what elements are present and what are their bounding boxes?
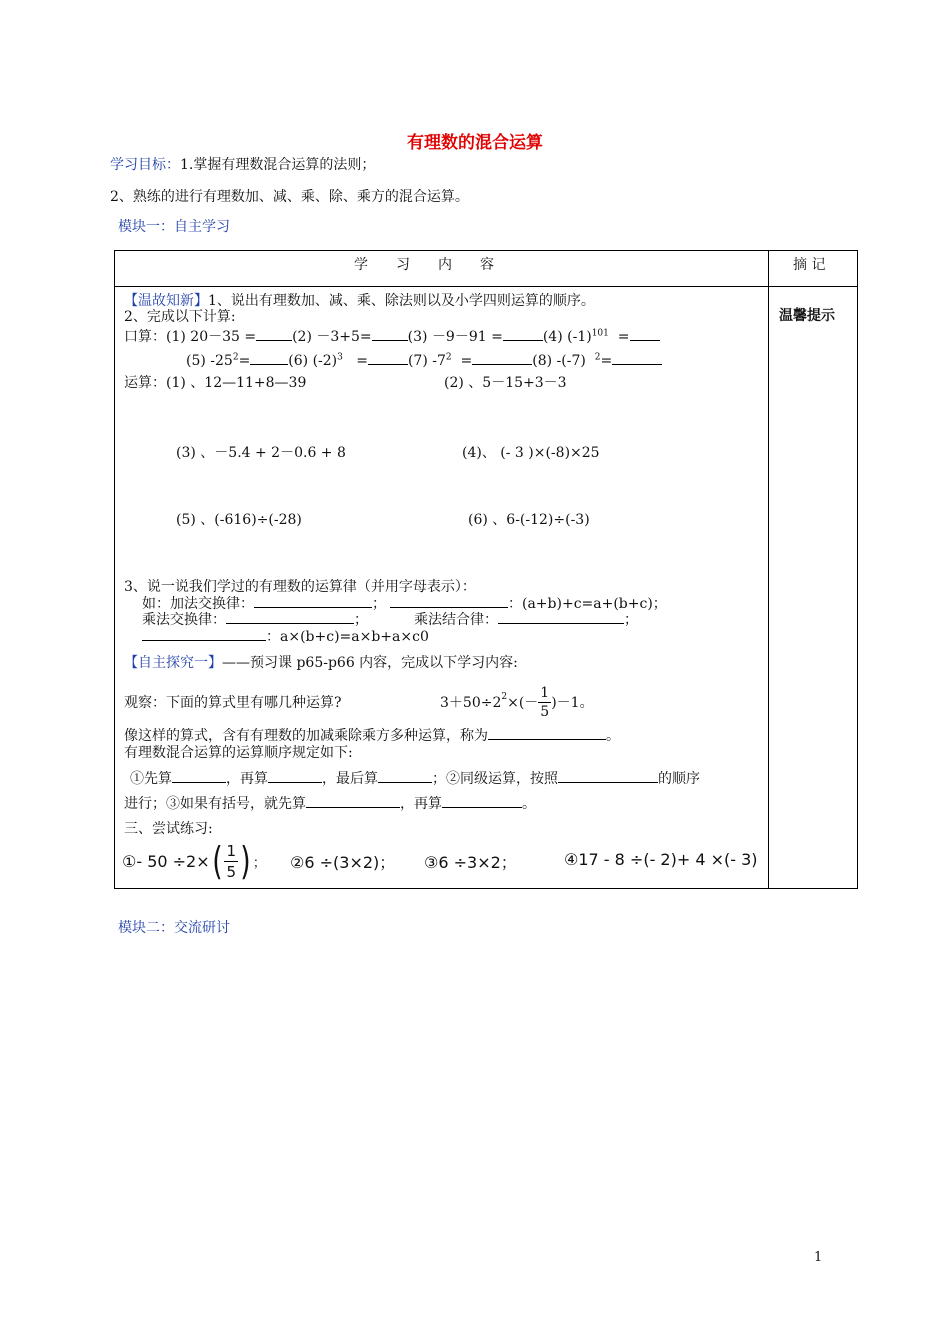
- answer-blank[interactable]: [268, 768, 322, 783]
- observe-expression: [440, 680, 594, 724]
- rule-then: ，再算: [226, 771, 268, 787]
- calc-6: (6) 、6-(-12)÷(-3): [468, 512, 590, 528]
- answer-blank[interactable]: [368, 350, 408, 365]
- calc-2: (2) 、5－15+3－3: [444, 375, 567, 391]
- expr-fraction: [538, 684, 551, 721]
- exercise-3: ③6 ÷3×2；: [424, 853, 517, 872]
- calc-label: 运算：: [124, 375, 166, 391]
- review-q2: 2、完成以下计算:: [124, 309, 236, 325]
- calc-4: (4)、 (- 3 )×(-8)×25: [462, 445, 600, 461]
- oral-8: (8) -(-7): [532, 353, 586, 369]
- law-row-1: 如：加法交换律： ； ：(a+b)+c=a+(b+c)；: [142, 593, 667, 613]
- explore-intro: [124, 652, 518, 672]
- order-title: 有理数混合运算的运算顺序规定如下:: [124, 745, 353, 761]
- oral-1: (1) 20－35 =: [166, 329, 257, 345]
- exercise-1-head: ①- 50 ÷2×: [122, 851, 210, 871]
- answer-blank[interactable]: [630, 326, 660, 341]
- explore-intro-text: ——预习课 p65-p66 内容，完成以下学习内容:: [222, 655, 518, 671]
- objective-1: 1.掌握有理数混合运算的法则；: [180, 157, 376, 173]
- exercise-1-end: ；: [252, 855, 266, 871]
- rule-parentheses: 进行；③如果有括号，就先算: [124, 796, 306, 812]
- try-title: 三、尝试练习:: [124, 821, 213, 837]
- explore-tag: 【自主探究一】: [124, 655, 222, 671]
- exercise-2: ②6 ÷(3×2)；: [290, 853, 396, 872]
- module-1-heading: 模块一：自主学习: [118, 219, 230, 235]
- left-paren: (: [211, 839, 223, 883]
- answer-blank[interactable]: [498, 609, 624, 624]
- law-add-assoc: (a+b)+c=a+(b+c)；: [522, 596, 667, 612]
- oral-8-equals: =: [600, 353, 613, 369]
- oral-7-exponent: 2: [445, 352, 452, 363]
- answer-blank[interactable]: [256, 326, 292, 341]
- exercise-1-fraction: [224, 841, 238, 882]
- answer-blank[interactable]: [306, 793, 400, 808]
- exercise-1-denominator: 5: [226, 862, 237, 881]
- objective-2: 2、熟练的进行有理数加、减、乘、除、乘方的混合运算。: [110, 189, 469, 205]
- review-q1-text: 1、说出有理数加、减、乘、除法则以及小学四则运算的顺序。: [208, 293, 595, 309]
- answer-blank[interactable]: [390, 593, 508, 608]
- page-title: 有理数的混合运算: [407, 133, 543, 153]
- objectives-label: 学习目标：: [110, 157, 180, 173]
- calc-row-1: [124, 372, 306, 392]
- oral-5: (5) -25: [186, 353, 233, 369]
- answer-blank[interactable]: [250, 350, 288, 365]
- expr-tail: )－1。: [551, 695, 594, 711]
- rule-row-1: [130, 768, 700, 788]
- law-mul-comm-label: 乘法交换律：: [142, 612, 226, 628]
- definition-text: 像这样的算式，含有有理数的加减乘除乘方多种运算，称为: [124, 728, 488, 744]
- oral-3: (3) －9－91 =: [407, 329, 503, 345]
- oral-6-exponent: 3: [337, 352, 343, 363]
- module-2-heading: 模块二：交流研讨: [118, 920, 230, 936]
- answer-blank[interactable]: [172, 768, 226, 783]
- rule-then-2: ，再算: [400, 796, 442, 812]
- oral-6-equals: =: [356, 353, 368, 369]
- expr-exponent: 2: [501, 692, 508, 702]
- exercise-4: ④17 - 8 ÷(- 2)+ 4 ×(- 3): [564, 850, 758, 869]
- expr-mid: ×(－: [507, 695, 539, 711]
- objectives-line-1: [110, 154, 375, 174]
- oral-4-equals: =: [617, 329, 630, 345]
- rule-first: ①先算: [130, 771, 172, 787]
- answer-blank[interactable]: [142, 626, 266, 641]
- answer-blank[interactable]: [442, 793, 522, 808]
- oral-5-exponent: 2: [232, 352, 239, 363]
- expr-head: 3＋50÷2: [440, 695, 502, 711]
- oral-4: (4) (-1): [542, 329, 592, 345]
- answer-blank[interactable]: [612, 350, 662, 365]
- table-header-divider: [114, 286, 857, 287]
- answer-blank[interactable]: [558, 768, 658, 783]
- law-row-2: 乘法交换律： ； 乘法结合律： ；: [142, 609, 638, 629]
- exercise-1-numerator: 1: [226, 841, 237, 860]
- answer-blank[interactable]: [488, 725, 606, 740]
- table-header-notes: 摘 记: [793, 257, 826, 273]
- answer-blank[interactable]: [254, 593, 372, 608]
- oral-row-1: [124, 326, 660, 346]
- rule-row-2: [124, 793, 536, 813]
- law-mul-assoc-label: 乘法结合律：: [414, 612, 498, 628]
- right-paren: ): [240, 839, 251, 883]
- rule-last: ，最后算: [322, 771, 378, 787]
- oral-7: (7) -7: [407, 353, 446, 369]
- answer-blank[interactable]: [472, 350, 532, 365]
- oral-5-equals: =: [238, 353, 251, 369]
- law-add-comm-label: 如：加法交换律：: [142, 596, 254, 612]
- answer-blank[interactable]: [378, 768, 432, 783]
- rule-same-level: ；②同级运算，按照: [432, 771, 558, 787]
- oral-label: 口算：: [124, 329, 166, 345]
- law-distributive: a×(b+c)=a×b+a×c0: [280, 629, 429, 645]
- page-number: 1: [814, 1250, 823, 1265]
- expr-denominator: 5: [540, 703, 550, 720]
- observe-question: 观察：下面的算式里有哪几种运算?: [124, 695, 342, 711]
- rule-order: 的顺序: [658, 771, 700, 787]
- expr-numerator: 1: [540, 684, 550, 701]
- calc-3: (3) 、－5.4 + 2－0.6 + 8: [176, 445, 346, 461]
- oral-8-exponent: 2: [594, 352, 601, 363]
- oral-4-exponent: 101: [591, 328, 609, 339]
- table-column-divider: [768, 250, 769, 888]
- review-tag: 【温故知新】: [124, 293, 208, 309]
- answer-blank[interactable]: [372, 326, 408, 341]
- calc-5: (5) 、(-616)÷(-28): [176, 512, 302, 528]
- oral-7-equals: =: [460, 353, 473, 369]
- review-q3: 3、说一说我们学过的有理数的运算律（并用字母表示）：: [124, 579, 476, 595]
- side-note-tip: 温馨提示: [779, 308, 835, 324]
- definition-end: 。: [606, 728, 620, 744]
- table-header-content: 学 习 内 容: [354, 257, 494, 273]
- calc-1: (1) 、12—11+8—39: [166, 375, 307, 391]
- rule-end: 。: [522, 796, 536, 812]
- answer-blank[interactable]: [226, 609, 354, 624]
- oral-2: (2) －3+5=: [292, 329, 372, 345]
- oral-6: (6) (-2): [288, 353, 338, 369]
- law-row-3: ：a×(b+c)=a×b+a×c0: [142, 626, 429, 646]
- oral-row-2: [186, 350, 662, 369]
- answer-blank[interactable]: [503, 326, 543, 341]
- exercise-1: [122, 838, 266, 884]
